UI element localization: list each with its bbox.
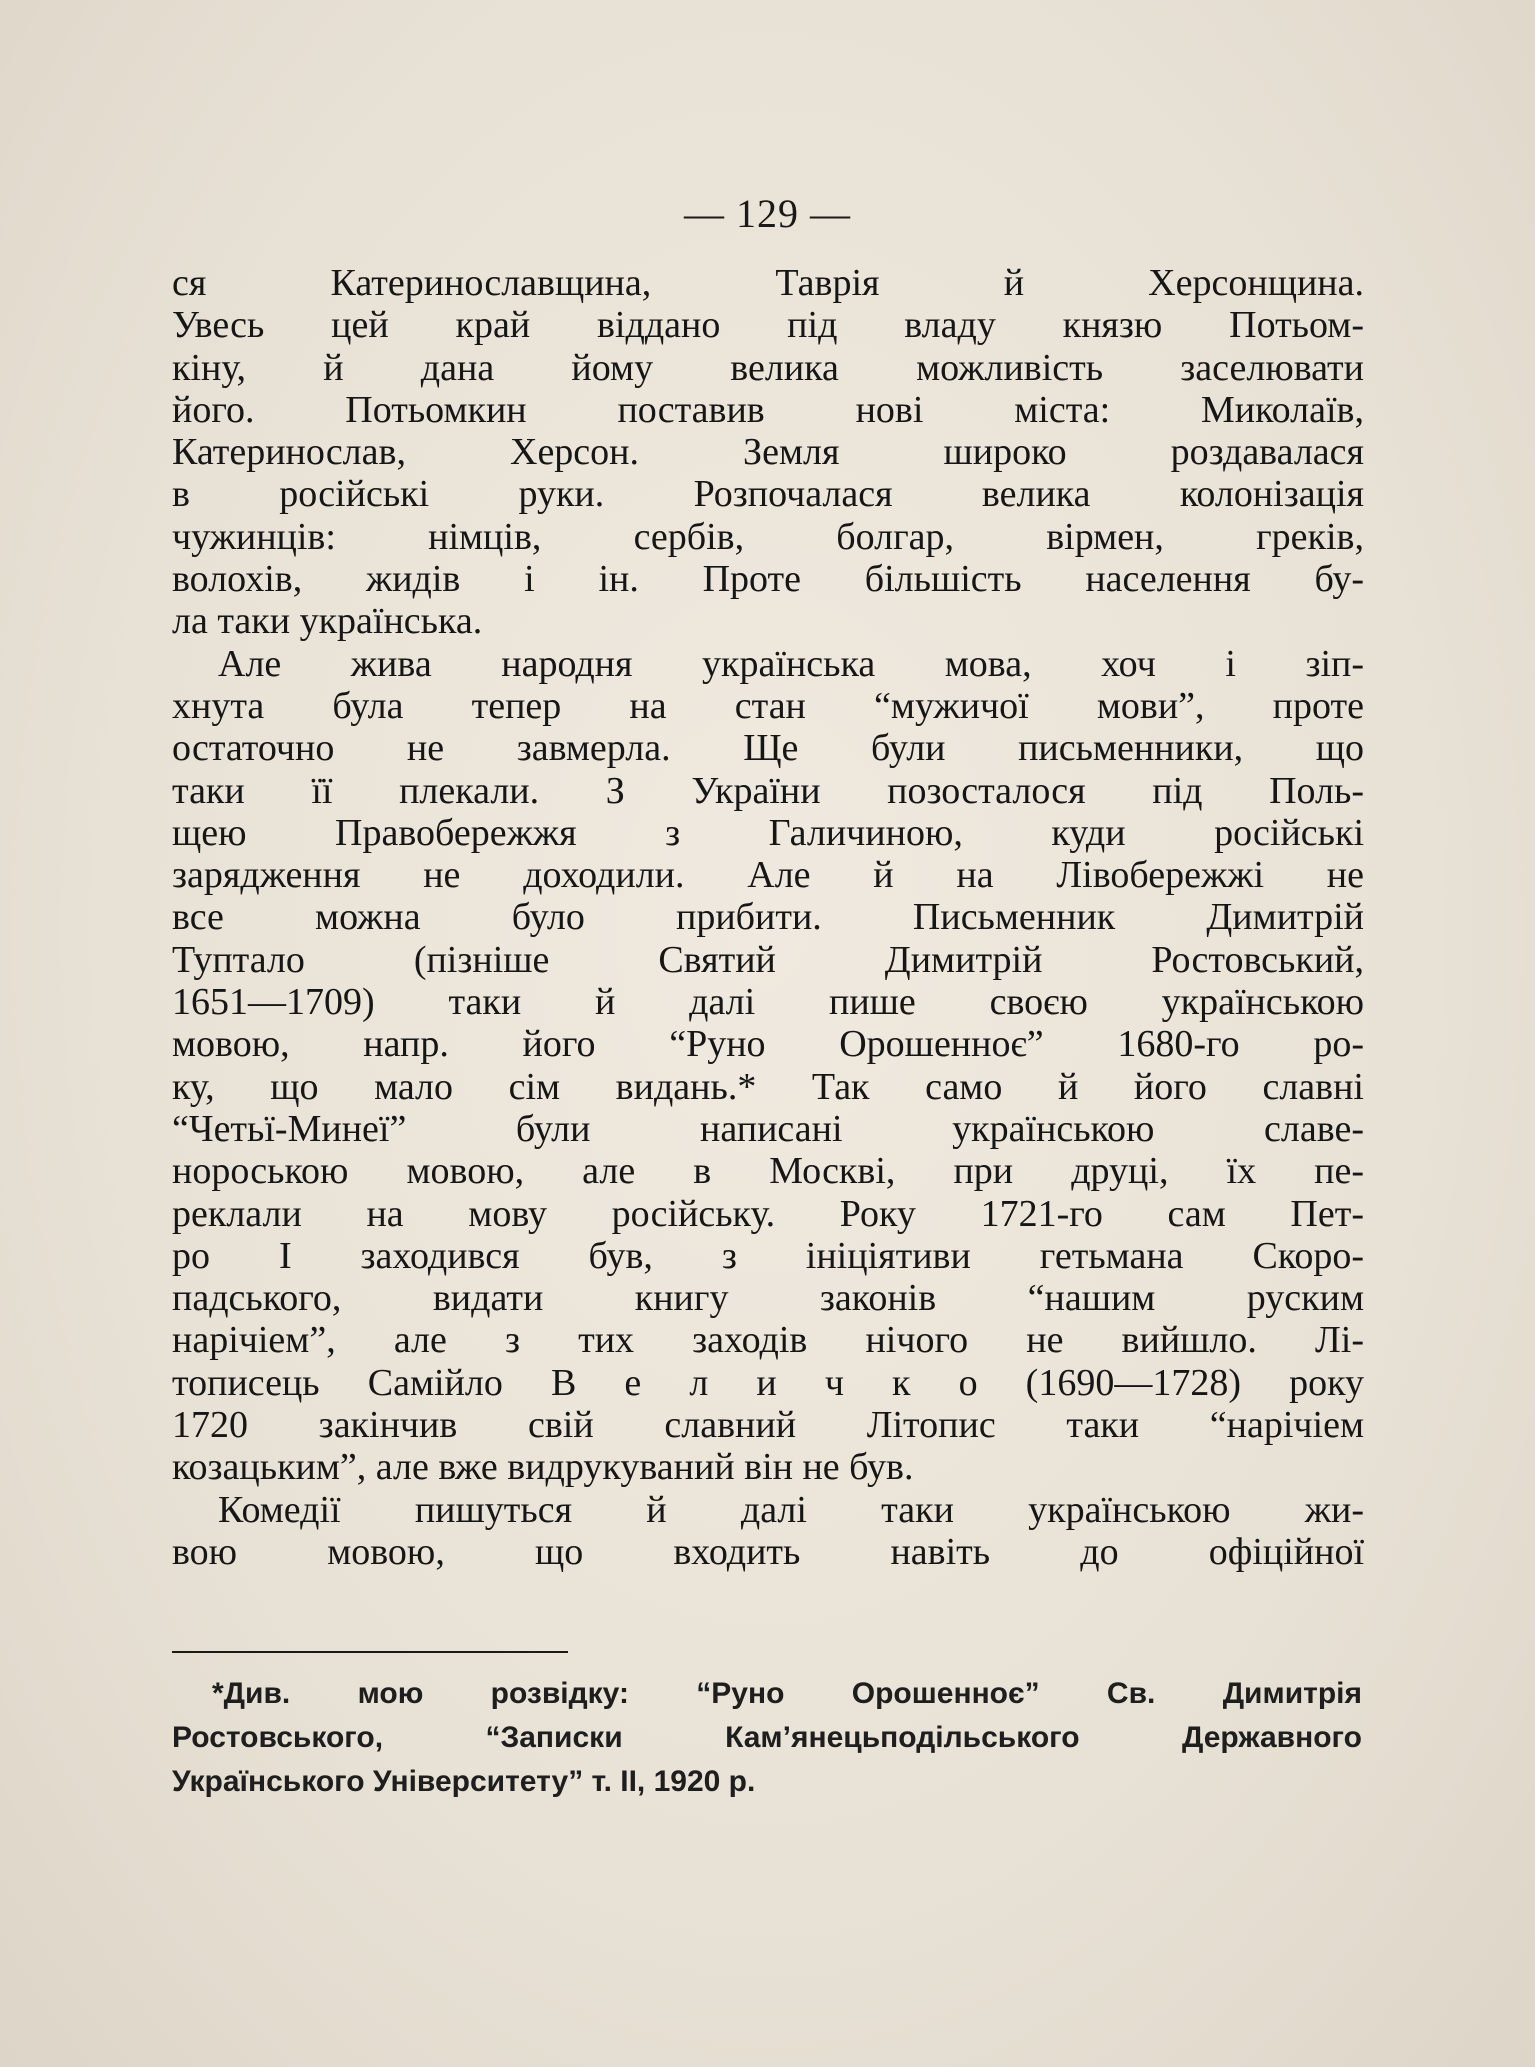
text-line: остаточно не завмерла. Ще були письменники, що <box>172 727 1364 770</box>
text-line: мовою, напр. його “Руно Орошенноє” 1680-го ро- <box>172 1023 1364 1066</box>
text-line: нороською мовою, але в Москві, при друці, їх пе- <box>172 1150 1364 1193</box>
text-line: чужинців: німців, сербів, болгар, вірмен, греків, <box>172 515 1364 558</box>
footnote-line: Українського Університету” т. II, 1920 р. <box>172 1765 756 1798</box>
text-line: реклали на мову російську. Року 1721-го сам Пет- <box>172 1192 1364 1235</box>
paragraph <box>172 1489 1364 1574</box>
text-line: все можна було прибити. Письменник Димитрій <box>172 896 1364 939</box>
text-line: тописець Самійло В е л и ч к о (1690—1728) року <box>172 1361 1364 1404</box>
footnote <box>172 1672 1362 1804</box>
main-text <box>172 262 1364 1573</box>
text-line: ку, що мало сім видань.* Так само й його славні <box>172 1065 1364 1108</box>
text-line: ла таки українська. <box>172 600 483 643</box>
text-line: Катеринослав, Херсон. Земля широко роздавалася <box>172 431 1364 474</box>
text-line: Увесь цей край віддано під владу князю Потьом- <box>172 304 1364 347</box>
text-line: хнута була тепер на стан “мужичої мови”, проте <box>172 684 1364 727</box>
text-line: “Четьї-Минеї” були написані українською славе- <box>172 1107 1364 1150</box>
text-line: його. Потьомкин поставив нові міста: Миколаїв, <box>172 388 1364 431</box>
text-line: Комедії пишуться й далі таки українською жи- <box>218 1488 1364 1531</box>
text-line: кіну, й дана йому велика можливість заселювати <box>172 346 1364 389</box>
footnote-line: *Див. мою розвідку: “Руно Орошенноє” Св. Димитрія <box>212 1677 1362 1710</box>
text-line: падського, видати книгу законів “нашим руским <box>172 1277 1364 1320</box>
text-line: козацьким”, але вже видрукуваний він не був. <box>172 1446 914 1489</box>
page-number: — 129 — <box>684 191 851 236</box>
text-line: в російські руки. Розпочалася велика колонізація <box>172 473 1364 516</box>
text-line: ся Катеринославщина, Таврія й Херсонщина. <box>172 262 1364 304</box>
text-line: волохів, жидів і ін. Проте більшість населення бу- <box>172 558 1364 601</box>
text-line: ро І заходився був, з ініціятиви гетьмана Скоро- <box>172 1234 1364 1277</box>
text-line: таки її плекали. З України позосталося під Поль- <box>172 769 1364 812</box>
paragraph <box>172 262 1364 643</box>
text-line: Але жива народня українська мова, хоч і зіп- <box>218 642 1364 685</box>
text-line: нарічіем”, але з тих заходів нічого не вийшло. Лі- <box>172 1319 1364 1362</box>
footnote-line: Ростовського, “Записки Кам’янецьподільського Державного <box>172 1721 1362 1754</box>
text-line: щею Правобережжя з Галичиною, куди російські <box>172 811 1364 854</box>
paragraph <box>172 643 1364 1489</box>
text-line: 1720 закінчив свій славний Літопис таки “нарічіем <box>172 1404 1364 1447</box>
footnote-divider <box>172 1651 568 1653</box>
text-line: зарядження не доходили. Але й на Лівобережжі не <box>172 854 1364 897</box>
text-line: 1651—1709) таки й далі пише своєю українською <box>172 981 1364 1024</box>
text-line: вою мовою, що входить навіть до офіційної <box>172 1530 1364 1573</box>
text-line: Туптало (пізніше Святий Димитрій Ростовський, <box>172 938 1364 981</box>
